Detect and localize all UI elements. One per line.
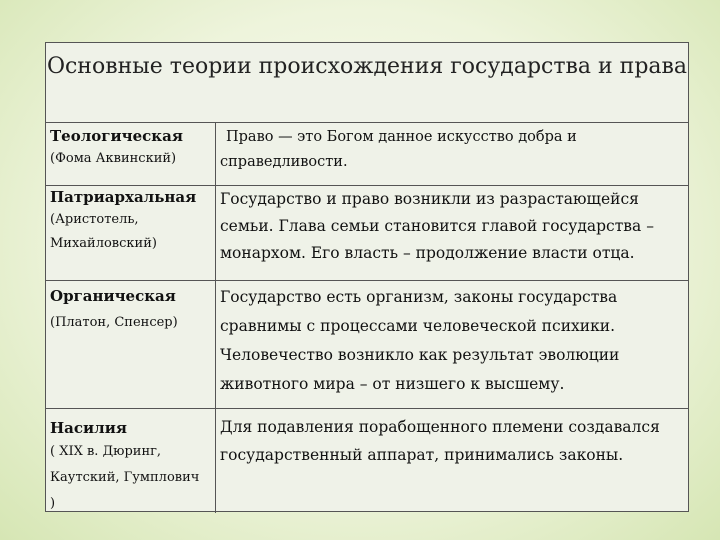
theories-table (45, 42, 689, 512)
table-row-patriarchal (46, 186, 688, 281)
description-line: Человечество возникло как результат эволюции (220, 346, 620, 364)
theory-authors: (Аристотель, Михайловский) (50, 212, 157, 251)
description-line: монархом. Его власть – продолжение власти отца. (220, 244, 635, 262)
description-line: государственный аппарат, принимались законы. (220, 446, 624, 464)
theory-description (216, 409, 688, 513)
description-line: Для подавления порабощенного племени создавался (220, 418, 660, 436)
theory-cell (46, 186, 216, 280)
theory-cell (46, 409, 216, 513)
theory-description (216, 123, 688, 185)
description-line: сравнимы с процессами человеческой психики. (220, 317, 616, 335)
description-line: Государство есть организм, законы государства (220, 288, 618, 306)
description-line: семьи. Глава семьи становится главой государства – (220, 217, 654, 235)
theory-cell (46, 123, 216, 185)
table-row-violence (46, 409, 688, 513)
description-line: животного мира – от низшего к высшему. (220, 375, 565, 393)
theory-description (216, 186, 688, 280)
theory-authors: ( XIX в. Дюринг, Каутский, Гумплович ) (50, 444, 200, 511)
theory-name: Теологическая (50, 127, 183, 145)
description-line: справедливости. (220, 154, 348, 170)
theory-description (216, 281, 688, 408)
theory-cell (46, 281, 216, 408)
theory-authors: (Фома Аквинский) (50, 151, 177, 166)
theory-authors: (Платон, Спенсер) (50, 315, 178, 330)
description-line: Государство и право возникли из разрастающейся (220, 190, 639, 208)
theory-name: Органическая (50, 287, 176, 305)
description-line: Право — это Богом данное искусство добра и (226, 129, 577, 145)
theory-name: Патриархальная (50, 188, 197, 206)
table-row-theological (46, 123, 688, 186)
table-title: Основные теории происхождения государства и права (46, 43, 688, 123)
table-row-organic (46, 281, 688, 409)
theory-name: Насилия (50, 419, 127, 437)
